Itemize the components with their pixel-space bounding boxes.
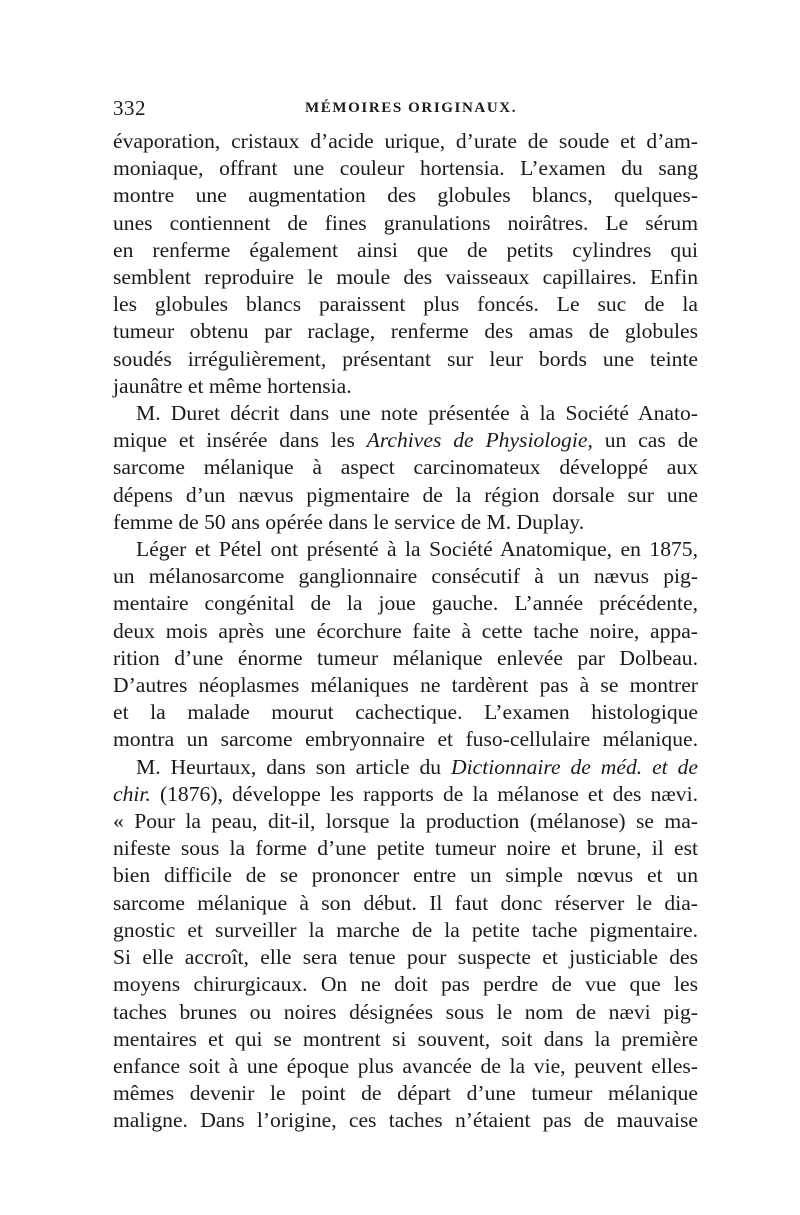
running-title: MÉMOIRES ORIGINAUX. — [305, 100, 518, 116]
text-line: les globules blancs paraissent plus foncés. Le suc de la — [113, 292, 698, 317]
page-header — [113, 96, 698, 126]
text-line: mique et insérée dans les Archives de Physiologie, un cas de — [113, 428, 698, 453]
text-line: M. Heurtaux, dans son article du Dictionnaire de méd. et de — [136, 754, 698, 779]
paragraph — [113, 754, 698, 1135]
text-line: montre une augmentation des globules blancs, quelques- — [113, 183, 698, 208]
text-line: femme de 50 ans opérée dans le service de M. Duplay. — [113, 509, 585, 534]
text-line: jaunâtre et même hortensia. — [113, 373, 352, 398]
text-line: D’autres néoplasmes mélaniques ne tardèrent pas à se montrer — [113, 673, 698, 698]
text-line: enfance soit à une époque plus avancée de la vie, peuvent elles- — [113, 1053, 698, 1078]
paragraph — [113, 536, 698, 754]
text-line: dépens d’un nævus pigmentaire de la région dorsale sur une — [113, 482, 698, 507]
paragraph — [113, 400, 698, 536]
text-line: Léger et Pétel ont présenté à la Société Anatomique, en 1875, — [136, 537, 698, 562]
text-line: sarcome mélanique à aspect carcinomateux développé aux — [113, 455, 698, 480]
text-line: mêmes devenir le point de départ d’une tumeur mélanique — [113, 1081, 698, 1106]
text-line: Si elle accroît, elle sera tenue pour suspecte et justiciable des — [113, 945, 698, 970]
text-line: maligne. Dans l’origine, ces taches n’étaient pas de mauvaise — [113, 1108, 698, 1133]
text-line: évaporation, cristaux d’acide urique, d’urate de soude et d’am- — [113, 129, 698, 153]
text-line: gnostic et surveiller la marche de la petite tache pigmentaire. — [113, 917, 698, 942]
text-line: et la malade mourut cachectique. L’examen histologique — [113, 700, 698, 725]
text-line: unes contiennent de fines granulations noirâtres. Le sérum — [113, 210, 698, 235]
text-line: mentaires et qui se montrent si souvent, soit dans la première — [113, 1026, 698, 1051]
text-line: moniaque, offrant une couleur hortensia. L’examen du sang — [113, 156, 698, 181]
page-number: 332 — [113, 96, 146, 120]
text-line: un mélanosarcome ganglionnaire consécutif à un nævus pig- — [113, 564, 698, 589]
body-text — [113, 128, 698, 1135]
text-line: nifeste sous la forme d’une petite tumeur noire et brune, il est — [113, 836, 698, 861]
text-line: en renferme également ainsi que de petits cylindres qui — [113, 237, 698, 262]
text-line: soudés irrégulièrement, présentant sur leur bords une teinte — [113, 346, 698, 371]
text-line: chir. (1876), développe les rapports de la mélanose et des nævi. — [113, 781, 698, 806]
text-line: M. Duret décrit dans une note présentée à la Société Anato- — [136, 401, 698, 426]
text-line: moyens chirurgicaux. On ne doit pas perdre de vue que les — [113, 972, 698, 997]
text-line: rition d’une énorme tumeur mélanique enlevée par Dolbeau. — [113, 645, 698, 670]
text-line: montra un sarcome embryonnaire et fuso-cellulaire mélanique. — [113, 727, 698, 752]
text-line: mentaire congénital de la joue gauche. L’année précédente, — [113, 591, 698, 616]
text-line: semblent reproduire le moule des vaisseaux capillaires. Enfin — [113, 265, 698, 290]
text-line: « Pour la peau, dit-il, lorsque la production (mélanose) se ma- — [113, 809, 698, 834]
paragraph — [113, 128, 698, 400]
text-line: tumeur obtenu par raclage, renferme des amas de globules — [113, 319, 698, 344]
text-line: sarcome mélanique à son début. Il faut donc réserver le dia- — [113, 890, 698, 915]
text-line: deux mois après une écorchure faite à cette tache noire, appa- — [113, 618, 698, 643]
text-line: bien difficile de se prononcer entre un simple nœvus et un — [113, 863, 698, 888]
text-line: taches brunes ou noires désignées sous le nom de nævi pig- — [113, 999, 698, 1024]
